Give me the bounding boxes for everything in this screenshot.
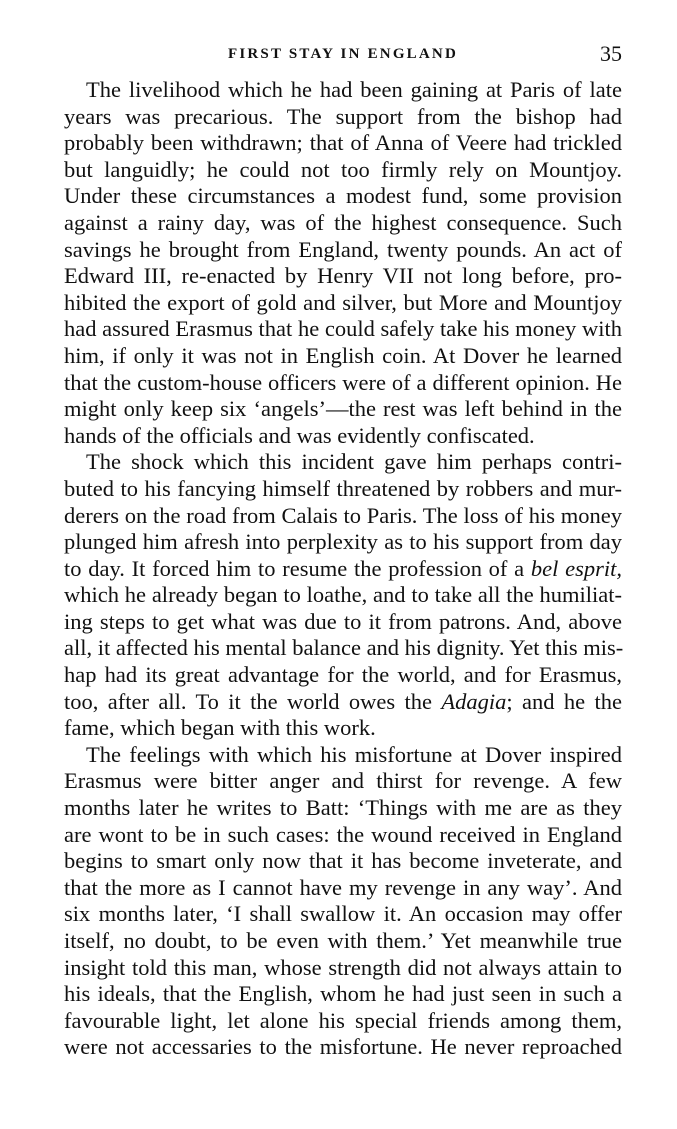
text-line: but languidly; he could not too firmly rely on Mountjoy. bbox=[64, 156, 622, 182]
text-line: begins to smart only now that it has become inveterate, and bbox=[64, 848, 622, 874]
text-line: his ideals, that the English, whom he had just seen in such a bbox=[64, 981, 622, 1007]
text-line: might only keep six ‘angels’—the rest was left behind in the bbox=[64, 396, 622, 422]
text-line: itself, no doubt, to be even with them.’ Yet meanwhile true bbox=[64, 928, 622, 953]
page-header bbox=[64, 41, 622, 68]
text-line: derers on the road from Calais to Paris. The loss of his money bbox=[64, 502, 622, 528]
italic-term-bel-esprit: bel esprit, bbox=[530, 555, 622, 581]
text-line: years was precarious. The support from the bishop had bbox=[64, 103, 622, 129]
text-line: fame, which began with this work. bbox=[64, 715, 376, 741]
text-line: Under these circumstances a modest fund, some provision bbox=[64, 183, 622, 209]
text-line-start: to day. It forced him to resume the profession of a bbox=[64, 555, 531, 581]
text-line: ing steps to get what was due to it from patrons. And, above bbox=[64, 608, 622, 634]
text-line: The feelings with which his misfortune at Dover inspired bbox=[86, 741, 622, 767]
text-line: buted to his fancying himself threatened by robbers and mur- bbox=[64, 475, 622, 501]
text-line: months later he writes to Batt: ‘Things with me are as they bbox=[64, 795, 622, 821]
text-line: insight told this man, whose strength did not always attain to bbox=[64, 954, 622, 980]
text-line-end: ; and he the bbox=[506, 688, 622, 714]
text-line: favourable light, let alone his special friends among them, bbox=[64, 1007, 622, 1033]
text-line: The shock which this incident gave him perhaps contri- bbox=[86, 449, 622, 475]
text-line: savings he brought from England, twenty pounds. An act of bbox=[64, 236, 622, 262]
text-line: were not accessaries to the misfortune. He never reproached bbox=[64, 1034, 622, 1060]
text-line: plunged him afresh into perplexity as to his support from day bbox=[64, 529, 622, 555]
page-number: 35 bbox=[600, 41, 622, 66]
paragraph-2 bbox=[64, 449, 622, 742]
text-line: that the more as I cannot have my revenge in any way’. And bbox=[64, 874, 622, 900]
text-line: The livelihood which he had been gaining at Paris of late bbox=[86, 77, 622, 102]
text-line bbox=[64, 556, 622, 583]
text-line-start: too, after all. To it the world owes the bbox=[64, 688, 442, 714]
text-line: that the custom-house officers were of a different opinion. He bbox=[64, 369, 622, 395]
text-line: him, if only it was not in English coin. At Dover he learned bbox=[64, 342, 622, 368]
text-line: six months later, ‘I shall swallow it. An occasion may offer bbox=[64, 901, 622, 927]
paragraph-1 bbox=[64, 77, 622, 449]
running-head: FIRST STAY IN ENGLAND bbox=[227, 46, 458, 62]
italic-term-adagia: Adagia bbox=[441, 688, 507, 714]
text-line: Edward III, re-enacted by Henry VII not long before, pro- bbox=[64, 263, 622, 289]
text-line: against a rainy day, was of the highest consequence. Such bbox=[64, 209, 622, 235]
text-line: hands of the officials and was evidently confiscated. bbox=[64, 422, 535, 448]
paragraph-3 bbox=[64, 742, 622, 1061]
text-line bbox=[64, 689, 622, 716]
text-line: which he already began to loathe, and to take all the humiliat- bbox=[64, 582, 622, 608]
text-line: Erasmus were bitter anger and thirst for revenge. A few bbox=[64, 768, 622, 794]
text-line: hap had its great advantage for the world, and for Erasmus, bbox=[64, 662, 622, 688]
text-line: hibited the export of gold and silver, but More and Mountjoy bbox=[64, 289, 622, 315]
text-line: had assured Erasmus that he could safely take his money with bbox=[64, 316, 622, 342]
text-line: are wont to be in such cases: the wound received in England bbox=[64, 821, 622, 847]
text-line: probably been withdrawn; that of Anna of Veere had trickled bbox=[64, 130, 622, 156]
body-text bbox=[64, 77, 622, 1061]
text-line: all, it affected his mental balance and his dignity. Yet this mis- bbox=[64, 635, 624, 661]
